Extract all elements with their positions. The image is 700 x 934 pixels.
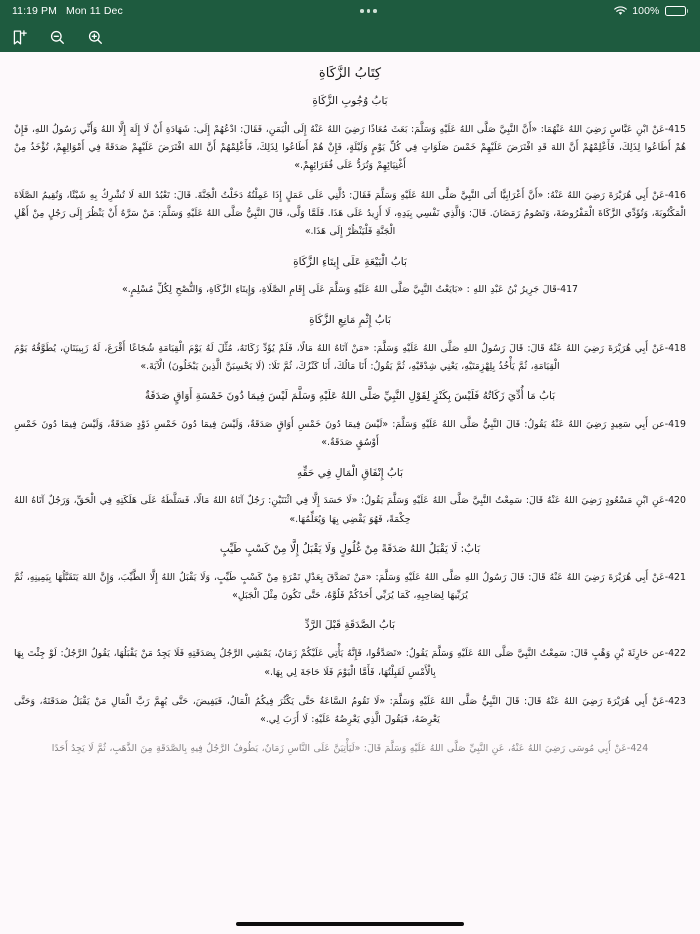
hadith-entry[interactable]: 420-عَنِ ابْنِ مَسْعُودٍ رَضِيَ اللهُ عَنْهُ قَالَ: سَمِعْتُ النَّبِيَّ صَلَّى اللهُ عَلَيْهِ وَسَلَّمَ يَقُولُ: «لَا حَسَدَ إِلَّا فِي اثْنَتَيْنِ: رَجُلٌ آتَاهُ اللهُ مَالًا، فَسَلَّطَهُ عَلَى هَلَكَتِهِ فِي الْحَقِّ، وَرَجُلٌ آتَاهُ اللهُ حِكْمَةً، فَهُوَ يَقْضِي بِهَا وَيُعَلِّمُهَا.» bbox=[14, 495, 686, 525]
hadith-entry[interactable]: 417-قَالَ جَرِيرُ بْنُ عَبْدِ اللهِ : «بَايَعْتُ النَّبِيَّ صَلَّى اللهُ عَلَيْهِ وَسَلَّمَ عَلَى إِقَامِ الصَّلَاةِ، وَإِيتَاءِ الزَّكَاةِ، وَالنُّصْحِ لِكُلِّ مُسْلِمٍ.» bbox=[121, 284, 579, 296]
hadith-entry[interactable]: 419-عن أَبِي سَعِيدٍ رَضِيَ اللهُ عَنْهُ يَقُولُ: قَالَ النَّبِيُّ صَلَّى اللهُ عَلَيْهِ وَسَلَّمَ: «لَيْسَ فِيمَا دُونَ خَمْسِ أَوَاقٍ صَدَقَةٌ، وَلَيْسَ فِيمَا دُونَ خَمْسِ ذَوْدٍ صَدَقَةٌ، وَلَيْسَ فِيمَا دُونَ خَمْسِ أَوْسُقٍ صَدَقَةٌ.» bbox=[14, 418, 686, 449]
status-bar bbox=[0, 0, 700, 22]
chapter-heading: بَابُ الْبَيْعَةِ عَلَى إِيتَاءِ الزَّكَاةِ bbox=[293, 255, 407, 268]
zoom-in-icon[interactable] bbox=[86, 28, 104, 46]
status-date: Mon 11 Dec bbox=[65, 5, 123, 17]
home-indicator[interactable] bbox=[236, 922, 464, 926]
status-bar-left bbox=[12, 5, 123, 17]
chapter-heading: بَابٌ: لَا يَقْبَلُ اللهُ صَدَقَةً مِنْ غُلُولٍ وَلَا يَقْبَلُ إِلَّا مِنْ كَسْبٍ طَيِّبٍ bbox=[219, 543, 481, 556]
status-bar-center bbox=[123, 9, 614, 13]
battery-percent-label: 100% bbox=[632, 5, 660, 17]
battery-icon bbox=[665, 6, 689, 16]
reader-toolbar bbox=[0, 22, 700, 52]
hadith-entry[interactable]: 423-عَنْ أَبِي هُرَيْرَةَ رَضِيَ اللهُ عَنْهُ قَالَ: قَالَ النَّبِيُّ صَلَّى اللهُ عَلَيْهِ وَسَلَّمَ: «لَا تَقُومُ السَّاعَةُ حَتَّى يَكْثُرَ فِيكُمُ الْمَالُ، فَيَفِيضَ، حَتَّى يُهِمَّ رَبَّ الْمَالِ مَنْ يَقْبَلُ صَدَقَتَهُ، وَحَتَّى يَعْرِضَهُ، فَيَقُولَ الَّذِي يَعْرِضُهُ عَلَيْهِ: لَا أَرَبَ لِي.» bbox=[14, 695, 686, 726]
chapter-heading: بَابُ الصَّدَقَةِ قَبْلَ الرَّدِّ bbox=[304, 619, 396, 632]
hadith-entry[interactable]: 424-عَنْ أَبِي مُوسَى رَضِيَ اللهُ عَنْهُ، عَنِ النَّبِيِّ صَلَّى اللهُ عَلَيْهِ وَسَلَّمَ قَالَ: «لَيَأْتِيَنَّ عَلَى النَّاسِ زَمَانٌ، يَطُوفُ الرَّجُلُ فِيهِ بِالصَّدَقَةِ مِنَ الذَّهَبِ، ثُمَّ لَا يَجِدُ أَحَدًا bbox=[51, 743, 649, 755]
status-time: 11:19 PM bbox=[12, 5, 57, 17]
hadith-entry[interactable]: 422-عن حَارِثَةَ بْنِ وَهْبٍ قَالَ: سَمِعْتُ النَّبِيَّ صَلَّى اللهُ عَلَيْهِ وَسَلَّمَ يَقُولُ: «تَصَدَّقُوا، فَإِنَّهُ يَأْتِي عَلَيْكُمْ زَمَانٌ، يَمْشِي الرَّجُلُ بِصَدَقَتِهِ فَلَا يَجِدُ مَنْ يَقْبَلُهَا، يَقُولُ الرَّجُلُ: لَوْ جِئْتَ بِهَا بِالْأَمْسِ لَقَبِلْتُهَا، فَأَمَّا الْيَوْمَ فَلَا حَاجَةَ لِي بِهَا.» bbox=[14, 648, 686, 678]
status-bar-right bbox=[614, 5, 688, 17]
hadith-entry[interactable]: 418-عَنْ أَبِي هُرَيْرَةَ رَضِيَ اللهُ عَنْهُ قَالَ: قَالَ رَسُولُ اللهِ صَلَّى اللهُ عَلَيْهِ وَسَلَّمَ: «مَنْ آتَاهُ اللهُ مَالًا، فَلَمْ يُؤَدِّ زَكَاتَهُ، مُثِّلَ لَهُ يَوْمَ الْقِيَامَةِ شُجَاعًا أَقْرَعَ، لَهُ زَبِيبَتَانِ، يُطَوَّقُهُ يَوْمَ الْقِيَامَةِ، ثُمَّ يَأْخُذُ بِلِهْزِمَتَيْهِ، يَعْنِي شِدْقَيْهِ، ثُمَّ يَقُولُ: أَنَا مَالُكَ، أَنَا كَنْزُكَ، ثُمَّ تَلَا: (لَا يَحْسِبَنَّ الَّذِينَ يَبْخَلُونَ) الْآيَةَ.» bbox=[14, 342, 686, 372]
multitask-dots-icon[interactable] bbox=[360, 9, 377, 13]
hadith-entry[interactable]: 415-عَنْ ابْنِ عَبَّاسٍ رَضِيَ اللهُ عَنْهُمَا: «أَنَّ النَّبِيَّ صَلَّى اللهُ عَلَيْهِ وَسَلَّمَ: بَعَثَ مُعَاذًا رَضِيَ اللهُ عَنْهُ إِلَى الْيَمَنِ، فَقَالَ: ادْعُهُمْ إِلَى: شَهَادَةِ أَنْ لَا إِلَهَ إِلَّا اللهُ وَأَنِّي رَسُولُ اللهِ، فَإِنْ هُمْ أَطَاعُوا لِذَلِكَ، فَأَعْلِمْهُمْ أَنَّ اللهَ قَدِ افْتَرَضَ عَلَيْهِمْ خَمْسَ صَلَوَاتٍ فِي كُلِّ يَوْمٍ وَلَيْلَةٍ، فَإِنْ هُمْ أَطَاعُوا لِذَلِكَ، فَأَعْلِمْهُمْ أَنَّ اللهَ افْتَرَضَ عَلَيْهِمْ صَدَقَةً فِي أَمْوَالِهِمْ، تُؤْخَذُ مِنْ أَغْنِيَائِهِمْ وَتُرَدُّ عَلَى فُقَرَائِهِمْ.» bbox=[14, 123, 686, 172]
chapter-heading: بَابُ مَا أُدِّيَ زَكَاتُهُ فَلَيْسَ بِكَنْزٍ لِقَوْلِ النَّبِيِّ صَلَّى اللهُ عَلَيْهِ وَسَلَّمَ لَيْسَ فِيمَا دُونَ خَمْسَةِ أَوَاقٍ صَدَقَةٌ bbox=[144, 390, 556, 403]
wifi-icon bbox=[614, 6, 627, 16]
hadith-entry[interactable]: 416-عَنْ أَبِي هُرَيْرَةَ رَضِيَ اللهُ عَنْهُ: «أَنَّ أَعْرَابِيًّا أَتَى النَّبِيَّ صَلَّى اللهُ عَلَيْهِ وَسَلَّمَ فَقَالَ: دُلَّنِي عَلَى عَمَلٍ إِذَا عَمِلْتُهُ دَخَلْتُ الْجَنَّةَ. قَالَ: تَعْبُدُ اللهَ لَا تُشْرِكُ بِهِ شَيْئًا، وَتُقِيمُ الصَّلَاةَ الْمَكْتُوبَةَ، وَتُؤَدِّي الزَّكَاةَ الْمَفْرُوضَةَ، وَتَصُومُ رَمَضَانَ. قَالَ: وَالَّذِي نَفْسِي بِيَدِهِ، لَا أَزِيدُ عَلَى هَذَا. فَلَمَّا وَلَّى، قَالَ النَّبِيُّ صَلَّى اللهُ عَلَيْهِ وَسَلَّمَ: مَنْ سَرَّهُ أَنْ يَنْظُرَ إِلَى رَجُلٍ مِنْ أَهْلِ الْجَنَّةِ فَلْيَنْظُرْ إِلَى هَذَا.» bbox=[14, 189, 686, 238]
reader-content-page[interactable] bbox=[0, 52, 700, 914]
bookmark-add-icon[interactable] bbox=[10, 28, 28, 46]
chapter-heading: بَابُ إِثْمِ مَانِعِ الزَّكَاةِ bbox=[309, 313, 391, 326]
hadith-entry[interactable]: 421-عَنْ أَبِي هُرَيْرَةَ رَضِيَ اللهُ عَنْهُ قَالَ: قَالَ رَسُولُ اللهِ صَلَّى اللهُ عَلَيْهِ وَسَلَّمَ: «مَنْ تَصَدَّقَ بِعَدْلِ تَمْرَةٍ مِنْ كَسْبٍ طَيِّبٍ، وَلَا يَقْبَلُ اللهُ إِلَّا الطَّيِّبَ، وَإِنَّ اللهَ يَتَقَبَّلُهَا بِيَمِينِهِ، ثُمَّ يُرَبِّيهَا لِصَاحِبِهِ، كَمَا يُرَبِّي أَحَدُكُمْ فَلُوَّهُ، حَتَّى تَكُونَ مِثْلَ الْجَبَلِ» bbox=[14, 571, 686, 602]
book-title: كِتَابُ الزَّكَاةِ bbox=[318, 66, 382, 81]
chapter-heading: بَابُ إِنْفَاقِ الْمَالِ فِي حَقِّهِ bbox=[296, 466, 404, 479]
zoom-out-icon[interactable] bbox=[48, 28, 66, 46]
home-indicator-area bbox=[0, 914, 700, 934]
chapter-heading: بَابُ وُجُوبِ الزَّكَاةِ bbox=[312, 95, 388, 107]
